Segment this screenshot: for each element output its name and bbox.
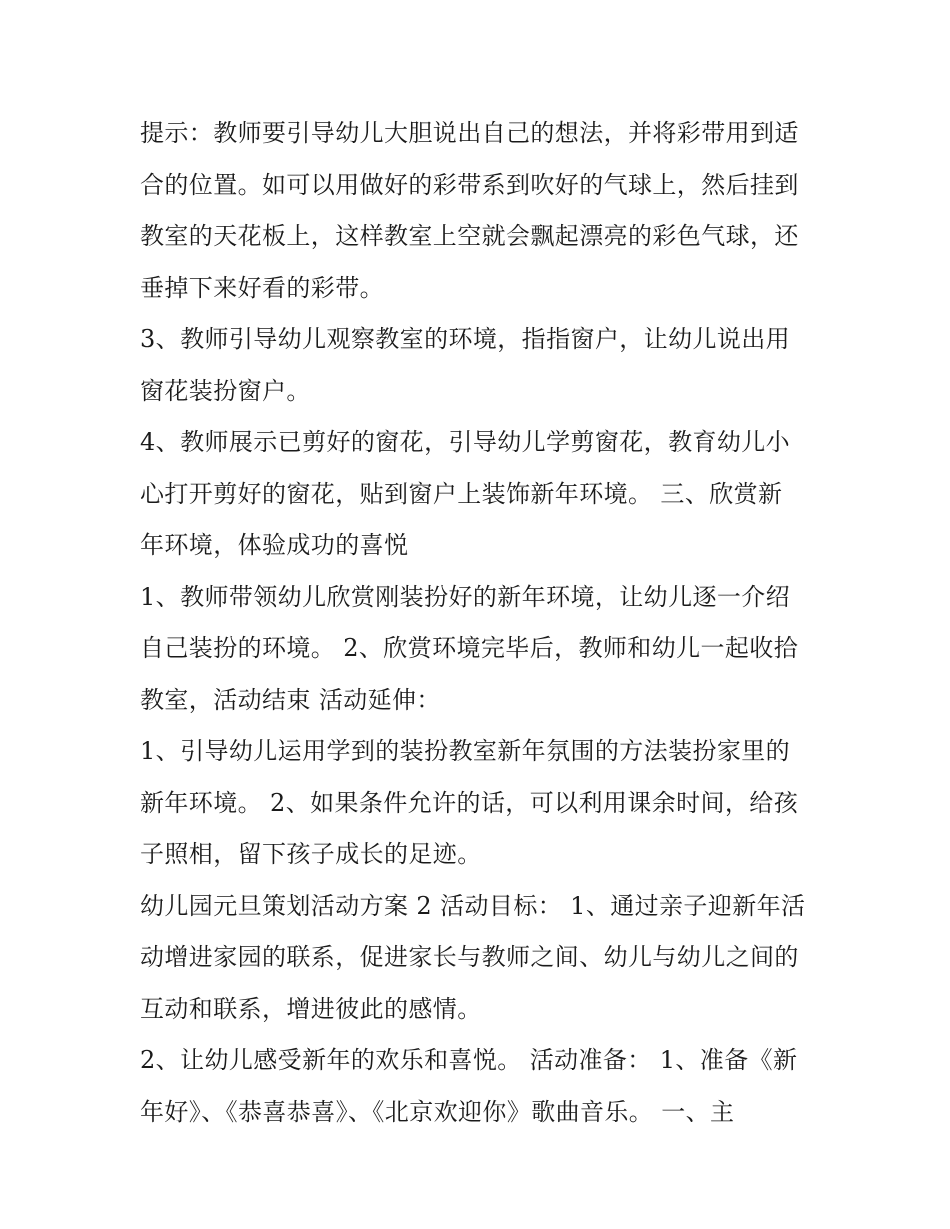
text-line: 窗花装扮窗户。 [140,376,311,405]
text-line: 子照相，留下孩子成长的足迹。 [140,840,482,868]
text-line: 年好》、《恭喜恭喜》、《北京欢迎你》歌曲音乐。 一、主 [140,1097,735,1126]
text-line: 2、让幼儿感受新年的欢乐和喜悦。 活动准备： 1、准备《新 [140,1046,798,1074]
text-line: 互动和联系，增进彼此的感情。 [140,994,482,1023]
text-line: 年环境，体验成功的喜悦 [140,531,409,559]
document-body [140,108,820,1138]
text-line: 教室，活动结束 活动延伸： [140,685,441,714]
text-line: 提示：教师要引导幼儿大胆说出自己的想法，并将彩带用到适 [140,119,799,147]
text-line: 1、引导幼儿运用学到的装扮教室新年氛围的方法装扮家里的 [140,737,791,765]
text-line: 新年环境。 2、如果条件允许的话，可以利用课余时间，给孩 [140,788,799,817]
text-line: 合的位置。如可以用做好的彩带系到吹好的气球上，然后挂到 [140,170,799,199]
text-line: 4、教师展示已剪好的窗花，引导幼儿学剪窗花，教育幼儿小 [140,428,791,456]
text-line: 垂掉下来好看的彩带。 [140,273,384,302]
text-line: 教室的天花板上，这样教室上空就会飘起漂亮的彩色气球，还 [140,222,799,250]
text-line: 心打开剪好的窗花，贴到窗户上装饰新年环境。 三、欣赏新 [140,479,783,508]
text-line: 3、教师引导幼儿观察教室的环境，指指窗户，让幼儿说出用 [140,325,791,353]
text-line: 动增进家园的联系，促进家长与教师之间、幼儿与幼儿之间的 [140,943,799,971]
text-line: 自己装扮的环境。 2、欣赏环境完毕后，教师和幼儿一起收拾 [140,634,799,662]
text-line: 幼儿园元旦策划活动方案 2 活动目标： 1、通过亲子迎新年活 [140,891,806,920]
text-line: 1、教师带领幼儿欣赏刚装扮好的新年环境，让幼儿逐一介绍 [140,582,791,611]
